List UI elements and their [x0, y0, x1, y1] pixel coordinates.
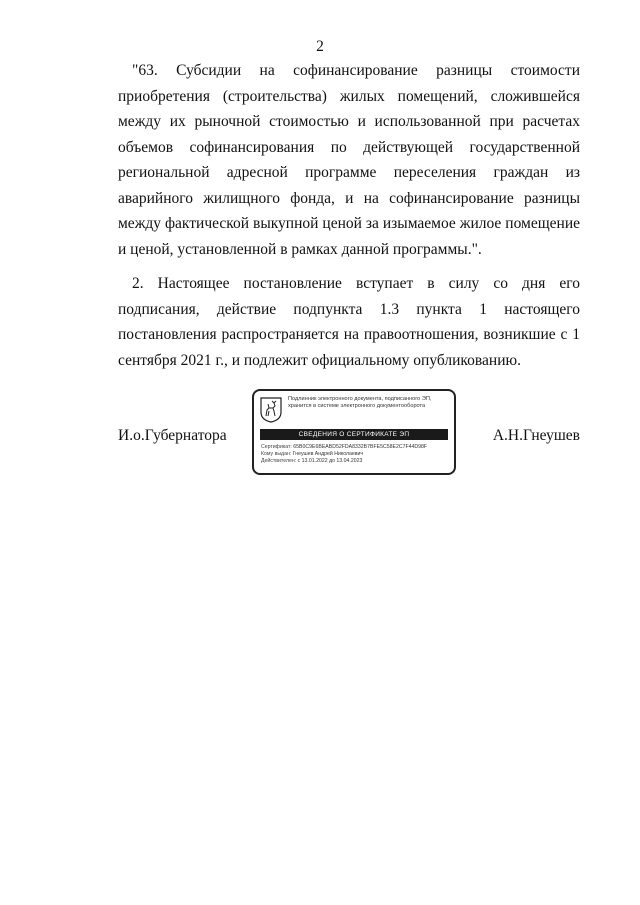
signer-name: А.Н.Гнеушев	[492, 427, 580, 444]
stamp-header	[288, 396, 452, 411]
stamp-certificate-row	[261, 444, 451, 451]
stamp-header-line: Подлинник электронного документа, подписанного ЭП,	[288, 396, 432, 402]
stamp-certificate-label: Сертификат:	[261, 444, 292, 450]
stamp-valid-value: с 13.01.2022 до 13.04.2023	[297, 458, 363, 464]
nizhny-novgorod-deer-emblem-icon	[260, 397, 282, 423]
stamp-valid-label: Действителен:	[261, 458, 297, 464]
electronic-signature-stamp	[252, 389, 456, 475]
stamp-issued-row	[261, 451, 451, 458]
paragraph-subsidy-item-63: "63. Субсидии на софинансирование разницы стоимости приобретения (строительства) жилых помещений, сложившейся между их рыночной стоимостью и использованной при расчетах объемов софинансирования по действующей государственной региональной адресной программе переселения граждан из аварийного жилищного фонда, и на софинансирование разницы между фактической выкупной ценой за изымаемое жилое помещение и ценой, установленной в рамках данной программы.".	[118, 62, 580, 258]
document-body	[118, 58, 580, 373]
paragraph-effective-date: 2. Настоящее постановление вступает в силу со дня его подписания, действие подпункта 1.3 пункта 1 настоящего постановления распространяется на правоотношения, возникшие с 1 сентября 2021 г., и подлежит официальному опубликованию.	[118, 275, 580, 369]
stamp-header-line: хранится в системе электронного документооборота	[288, 403, 426, 410]
page-number: 2	[316, 38, 324, 55]
stamp-details	[261, 444, 451, 465]
stamp-issued-value: Гнеушев Андрей Николаевич	[292, 451, 364, 457]
stamp-certificate-band: СВЕДЕНИЯ О СЕРТИФИКАТЕ ЭП	[260, 429, 448, 440]
stamp-valid-row	[261, 458, 451, 465]
signer-title: И.о.Губернатора	[118, 427, 227, 444]
stamp-issued-label: Кому выдан:	[261, 451, 292, 457]
stamp-certificate-value: 65B0C9E6BEABD52FDA8332B7BFE5C58E2C7F44D98F	[293, 444, 428, 450]
